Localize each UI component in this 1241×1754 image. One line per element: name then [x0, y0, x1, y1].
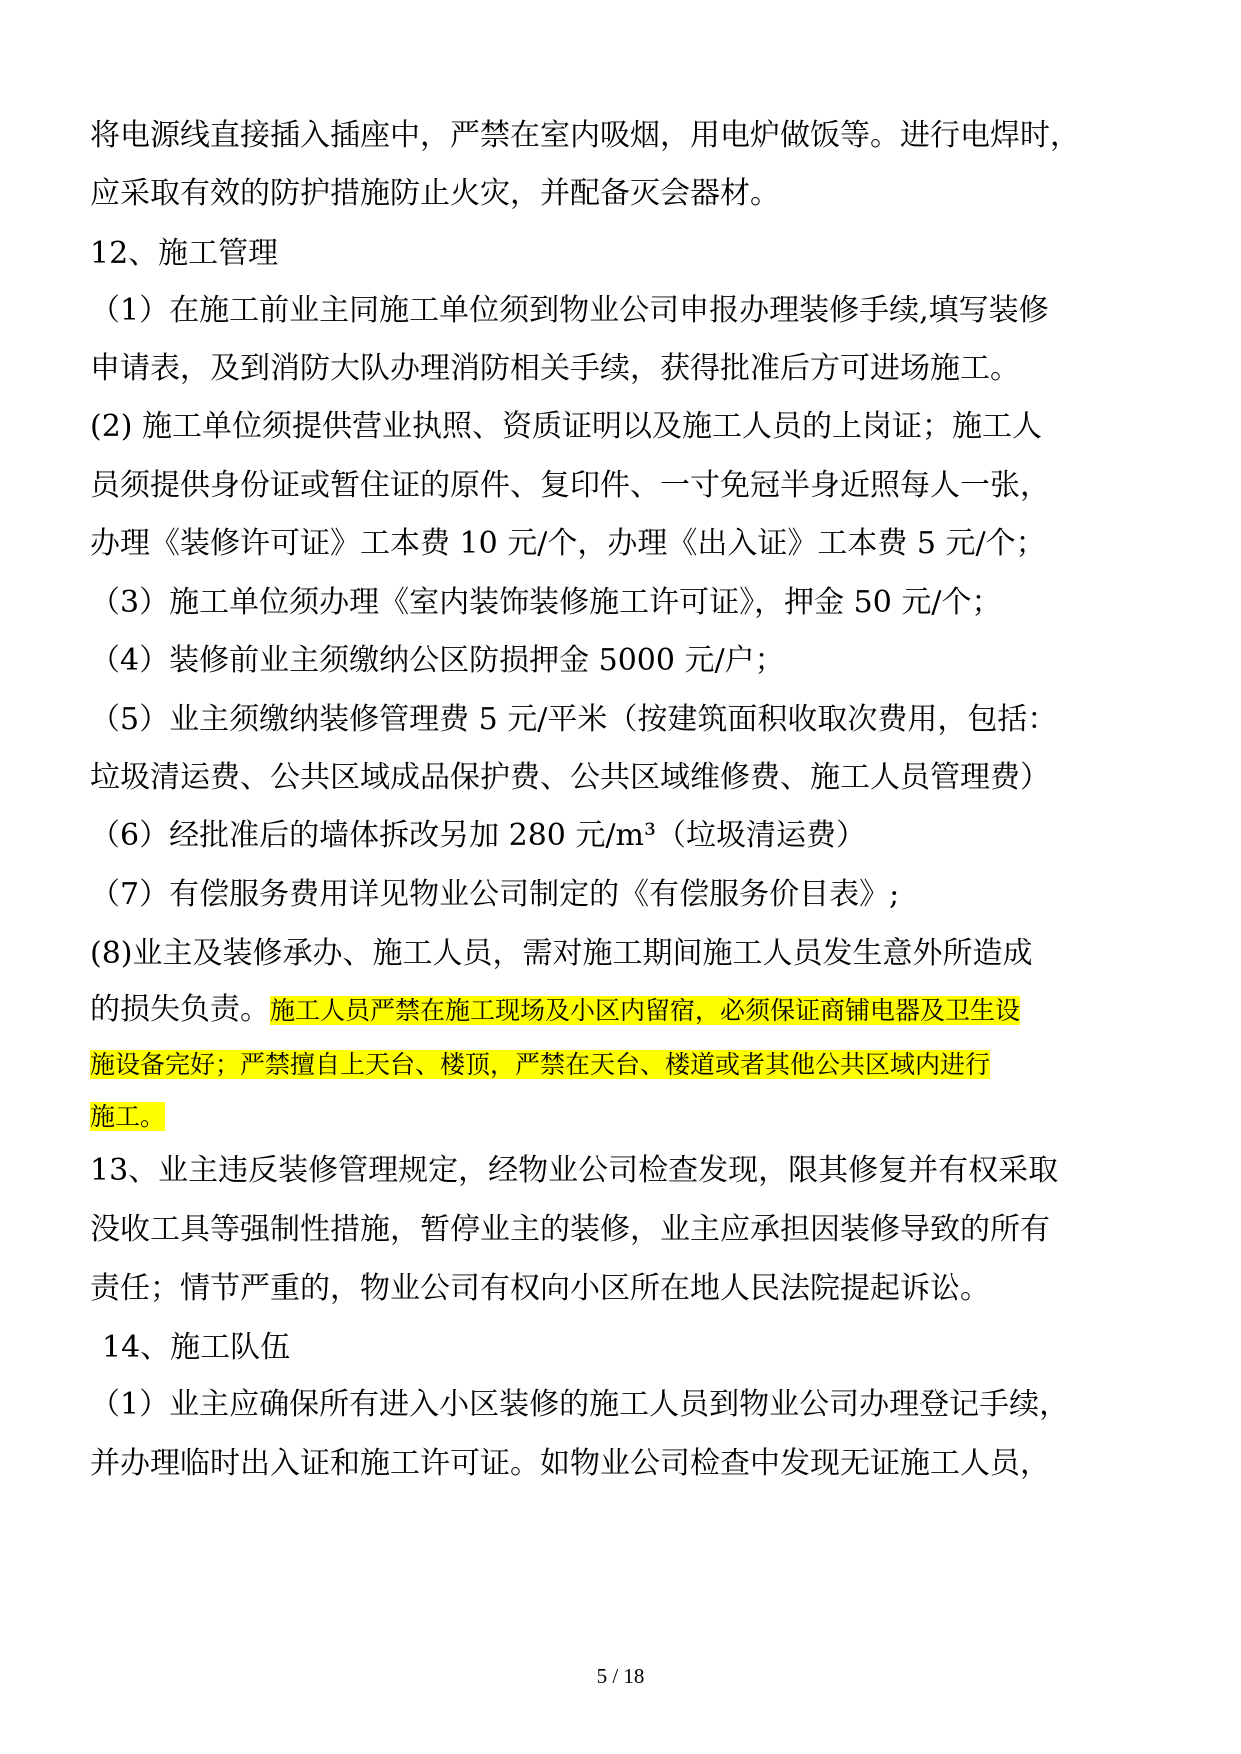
item-7: （7）有偿服务费用详见物业公司制定的《有偿服务价目表》;: [90, 877, 900, 912]
section-14-item-1-line: 并办理临时出入证和施工许可证。如物业公司检查中发现无证施工人员，: [90, 1446, 1050, 1481]
item-2-line: 员须提供身份证或暂住证的原件、复印件、一寸免冠半身近照每人一张，: [90, 468, 1050, 503]
item-3: （3）施工单位须办理《室内装饰装修施工许可证》，押金 50 元/个；: [90, 585, 1002, 620]
highlighted-text: 施工。: [90, 1102, 166, 1131]
page-number: 5 / 18: [596, 1664, 645, 1688]
item-6: （6）经批准后的墙体拆改另加 280 元/m³（垃圾清运费）: [90, 818, 867, 853]
item-5-line: 垃圾清运费、公共区域成品保护费、公共区域维修费、施工人员管理费）: [90, 760, 1050, 795]
section-14-item-1-line: （1）业主应确保所有进入小区装修的施工人员到物业公司办理登记手续，: [90, 1387, 1070, 1422]
item-2-line: 办理《装修许可证》工本费 10 元/个，办理《出入证》工本费 5 元/个；: [90, 526, 1046, 561]
item-4: （4）装修前业主须缴纳公区防损押金 5000 元/户；: [90, 643, 785, 678]
paragraph-line: 应采取有效的防护措施防止火灾，并配备灭会器材。: [90, 176, 780, 211]
item-1-line: （1）在施工前业主同施工单位须到物业公司申报办理装修手续,填写装修: [90, 293, 1049, 328]
item-8-line: (8)业主及装修承办、施工人员，需对施工期间施工人员发生意外所造成: [90, 936, 1033, 971]
highlighted-text: 施工人员严禁在施工现场及小区内留宿，必须保证商铺电器及卫生设: [270, 996, 1021, 1025]
item-5-line: （5）业主须缴纳装修管理费 5 元/平米（按建筑面积收取次费用，包括：: [90, 702, 1058, 737]
item-1-line: 申请表，及到消防大队办理消防相关手续，获得批准后方可进场施工。: [90, 351, 1020, 386]
section-heading-12: 12、施工管理: [90, 236, 279, 271]
section-13-line: 没收工具等强制性措施，暂停业主的装修，业主应承担因装修导致的所有: [90, 1212, 1050, 1247]
highlight-line: [90, 1045, 990, 1085]
item-8-line: [90, 987, 1020, 1034]
highlighted-text: 施设备完好；严禁擅自上天台、楼顶，严禁在天台、楼道或者其他公共区域内进行: [90, 1050, 991, 1079]
paragraph-line: 将电源线直接插入插座中，严禁在室内吸烟，用电炉做饭等。进行电焊时，: [90, 118, 1080, 153]
section-13-line: 13、业主违反装修管理规定，经物业公司检查发现，限其修复并有权采取: [90, 1153, 1059, 1188]
section-heading-14: 14、施工队伍: [102, 1330, 291, 1365]
highlight-line: [90, 1097, 165, 1137]
item-2-line: (2) 施工单位须提供营业执照、资质证明以及施工人员的上岗证；施工人: [90, 409, 1043, 444]
item-8-text: 的损失负责。: [90, 992, 270, 1027]
section-13-line: 责任；情节严重的，物业公司有权向小区所在地人民法院提起诉讼。: [90, 1271, 990, 1306]
